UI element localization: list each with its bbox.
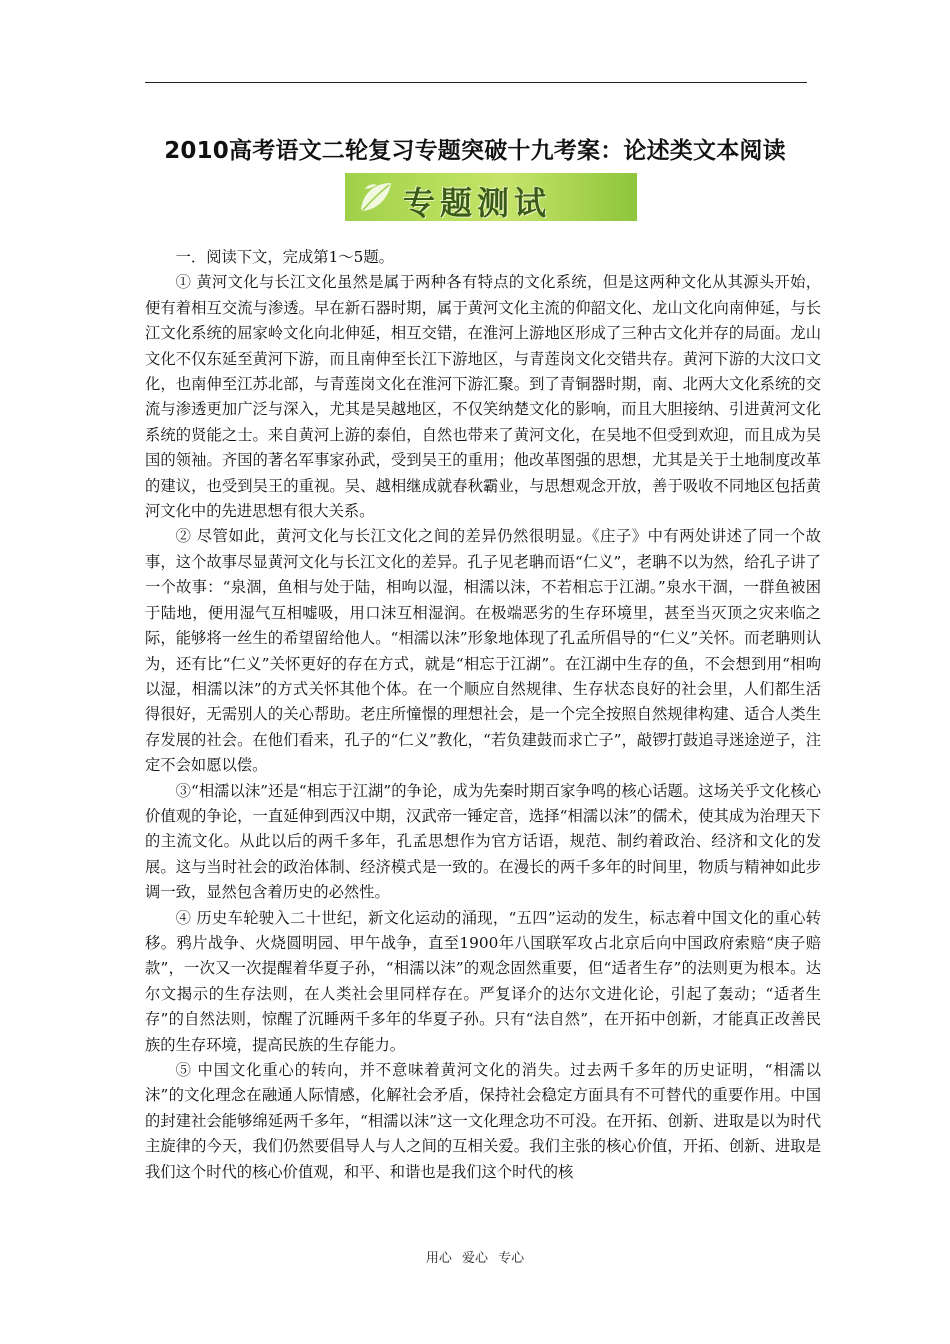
reading-instruction: 一．阅读下文，完成第1～5题。 bbox=[175, 248, 394, 266]
paragraph-2: ② 尽管如此，黄河文化与长江文化之间的差异仍然很明显。《庄子》中有两处讲述了同一个故事，这个故事尽显黄河文化与长江文化的差异。孔子见老聃而语“仁义”，老聃不以为然，给孔子讲了一个故事：“泉涸，鱼相与处于陆，相呴以湿，相濡以沫，不若相忘于江湖。”泉水干涸，一群鱼被困于陆地，便用湿气互相嘘吸，用口沫互相湿润。在极端恶劣的生存环境里，甚至当灭顶之灾来临之际，能够将一丝生的希望留给他人。“相濡以沫”形象地体现了孔孟所倡导的“仁义”关怀。而老聃则认为，还有比“仁义”关怀更好的存在方式，就是“相忘于江湖”。在江湖中生存的鱼，不会想到用“相呴以湿，相濡以沫”的方式关怀其他个体。在一个顺应自然规律、生存状态良好的社会里，人们都生活得很好，无需别人的关心帮助。老庄所憧憬的理想社会，是一个完全按照自然规律构建、适合人类生存发展的社会。在他们看来，孔子的“仁义”教化，“若负建鼓而求亡子”，敲锣打鼓追寻迷途逆子，注定不会如愿以偿。 bbox=[145, 527, 821, 775]
paragraph-1: ① 黄河文化与长江文化虽然是属于两种各有特点的文化系统，但是这两种文化从其源头开始，便有着相互交流与渗透。早在新石器时期，属于黄河文化主流的仰韶文化、龙山文化向南伸延，与长江文化系统的屈家岭文化向北伸延，相互交错，在淮河上游地区形成了三种古文化并存的局面。龙山文化不仅东延至黄河下游，而且南伸至长江下游地区，与青莲岗文化交错共存。黄河下游的大汶口文化，也南伸至江苏北部，与青莲岗文化在淮河下游汇聚。到了青铜器时期，南、北两大文化系统的交流与渗透更加广泛与深入，尤其是吴越地区，不仅笑纳楚文化的影响，而且大胆接纳、引进黄河文化系统的贤能之士。来自黄河上游的泰伯，自然也带来了黄河文化，在吴地不但受到欢迎，而且成为吴国的领袖。齐国的著名军事家孙武，受到吴王的重用；他改革图强的思想，尤其是关于土地制度改革的建议，也受到吴王的重视。吴、越相继成就春秋霸业，与思想观念开放，善于吸收不同地区包括黄河文化中的先进思想有很大关系。 bbox=[145, 273, 821, 521]
section-banner bbox=[345, 173, 637, 221]
article-body bbox=[145, 245, 821, 1185]
paragraph-5: ⑤ 中国文化重心的转向，并不意味着黄河文化的消失。过去两千多年的历史证明，“相濡以沫”的文化理念在融通人际情感，化解社会矛盾，保持社会稳定方面具有不可替代的重要作用。中国的封建社会能够绵延两千多年，“相濡以沫”这一文化理念功不可没。在开拓、创新、进取是以为时代主旋律的今天，我们仍然要倡导人与人之间的互相关爱。我们主张的核心价值，开拓、创新、进取是我们这个时代的核心价值观，和平、和谐也是我们这个时代的核 bbox=[145, 1061, 821, 1181]
leaf-icon bbox=[357, 179, 395, 215]
page-footer: 用心 爱心 专心 bbox=[425, 1251, 525, 1266]
paragraph-3: ③“相濡以沫”还是“相忘于江湖”的争论，成为先秦时期百家争鸣的核心话题。这场关乎文化核心价值观的争论，一直延伸到西汉中期，汉武帝一锤定音，选择“相濡以沫”的儒术，使其成为治理天下的主流文化。从此以后的两千多年，孔孟思想作为官方话语，规范、制约着政治、经济和文化的发展。这与当时社会的政治体制、经济模式是一致的。在漫长的两千多年的时间里，物质与精神如此步调一致，显然包含着历史的必然性。 bbox=[145, 781, 821, 902]
header-rule bbox=[145, 82, 807, 83]
banner-title: 专题测试 bbox=[403, 184, 552, 221]
paragraph-4: ④ 历史车轮驶入二十世纪，新文化运动的涌现，“五四”运动的发生，标志着中国文化的重心转移。鸦片战争、火烧圆明园、甲午战争，直至1900年八国联军攻占北京后向中国政府索赔“庚子赔款”，一次又一次提醒着华夏子孙，“相濡以沫”的观念固然重要，但“适者生存”的法则更为根本。达尔文揭示的生存法则，在人类社会里同样存在。严复译介的达尔文进化论，引起了轰动；“适者生存”的自然法则，惊醒了沉睡两千多年的华夏子孙。只有“法自然”，在开拓中创新，才能真正改善民族的生存环境，提高民族的生存能力。 bbox=[145, 908, 821, 1054]
document-title: 2010高考语文二轮复习专题突破十九考案：论述类文本阅读 bbox=[164, 138, 786, 164]
